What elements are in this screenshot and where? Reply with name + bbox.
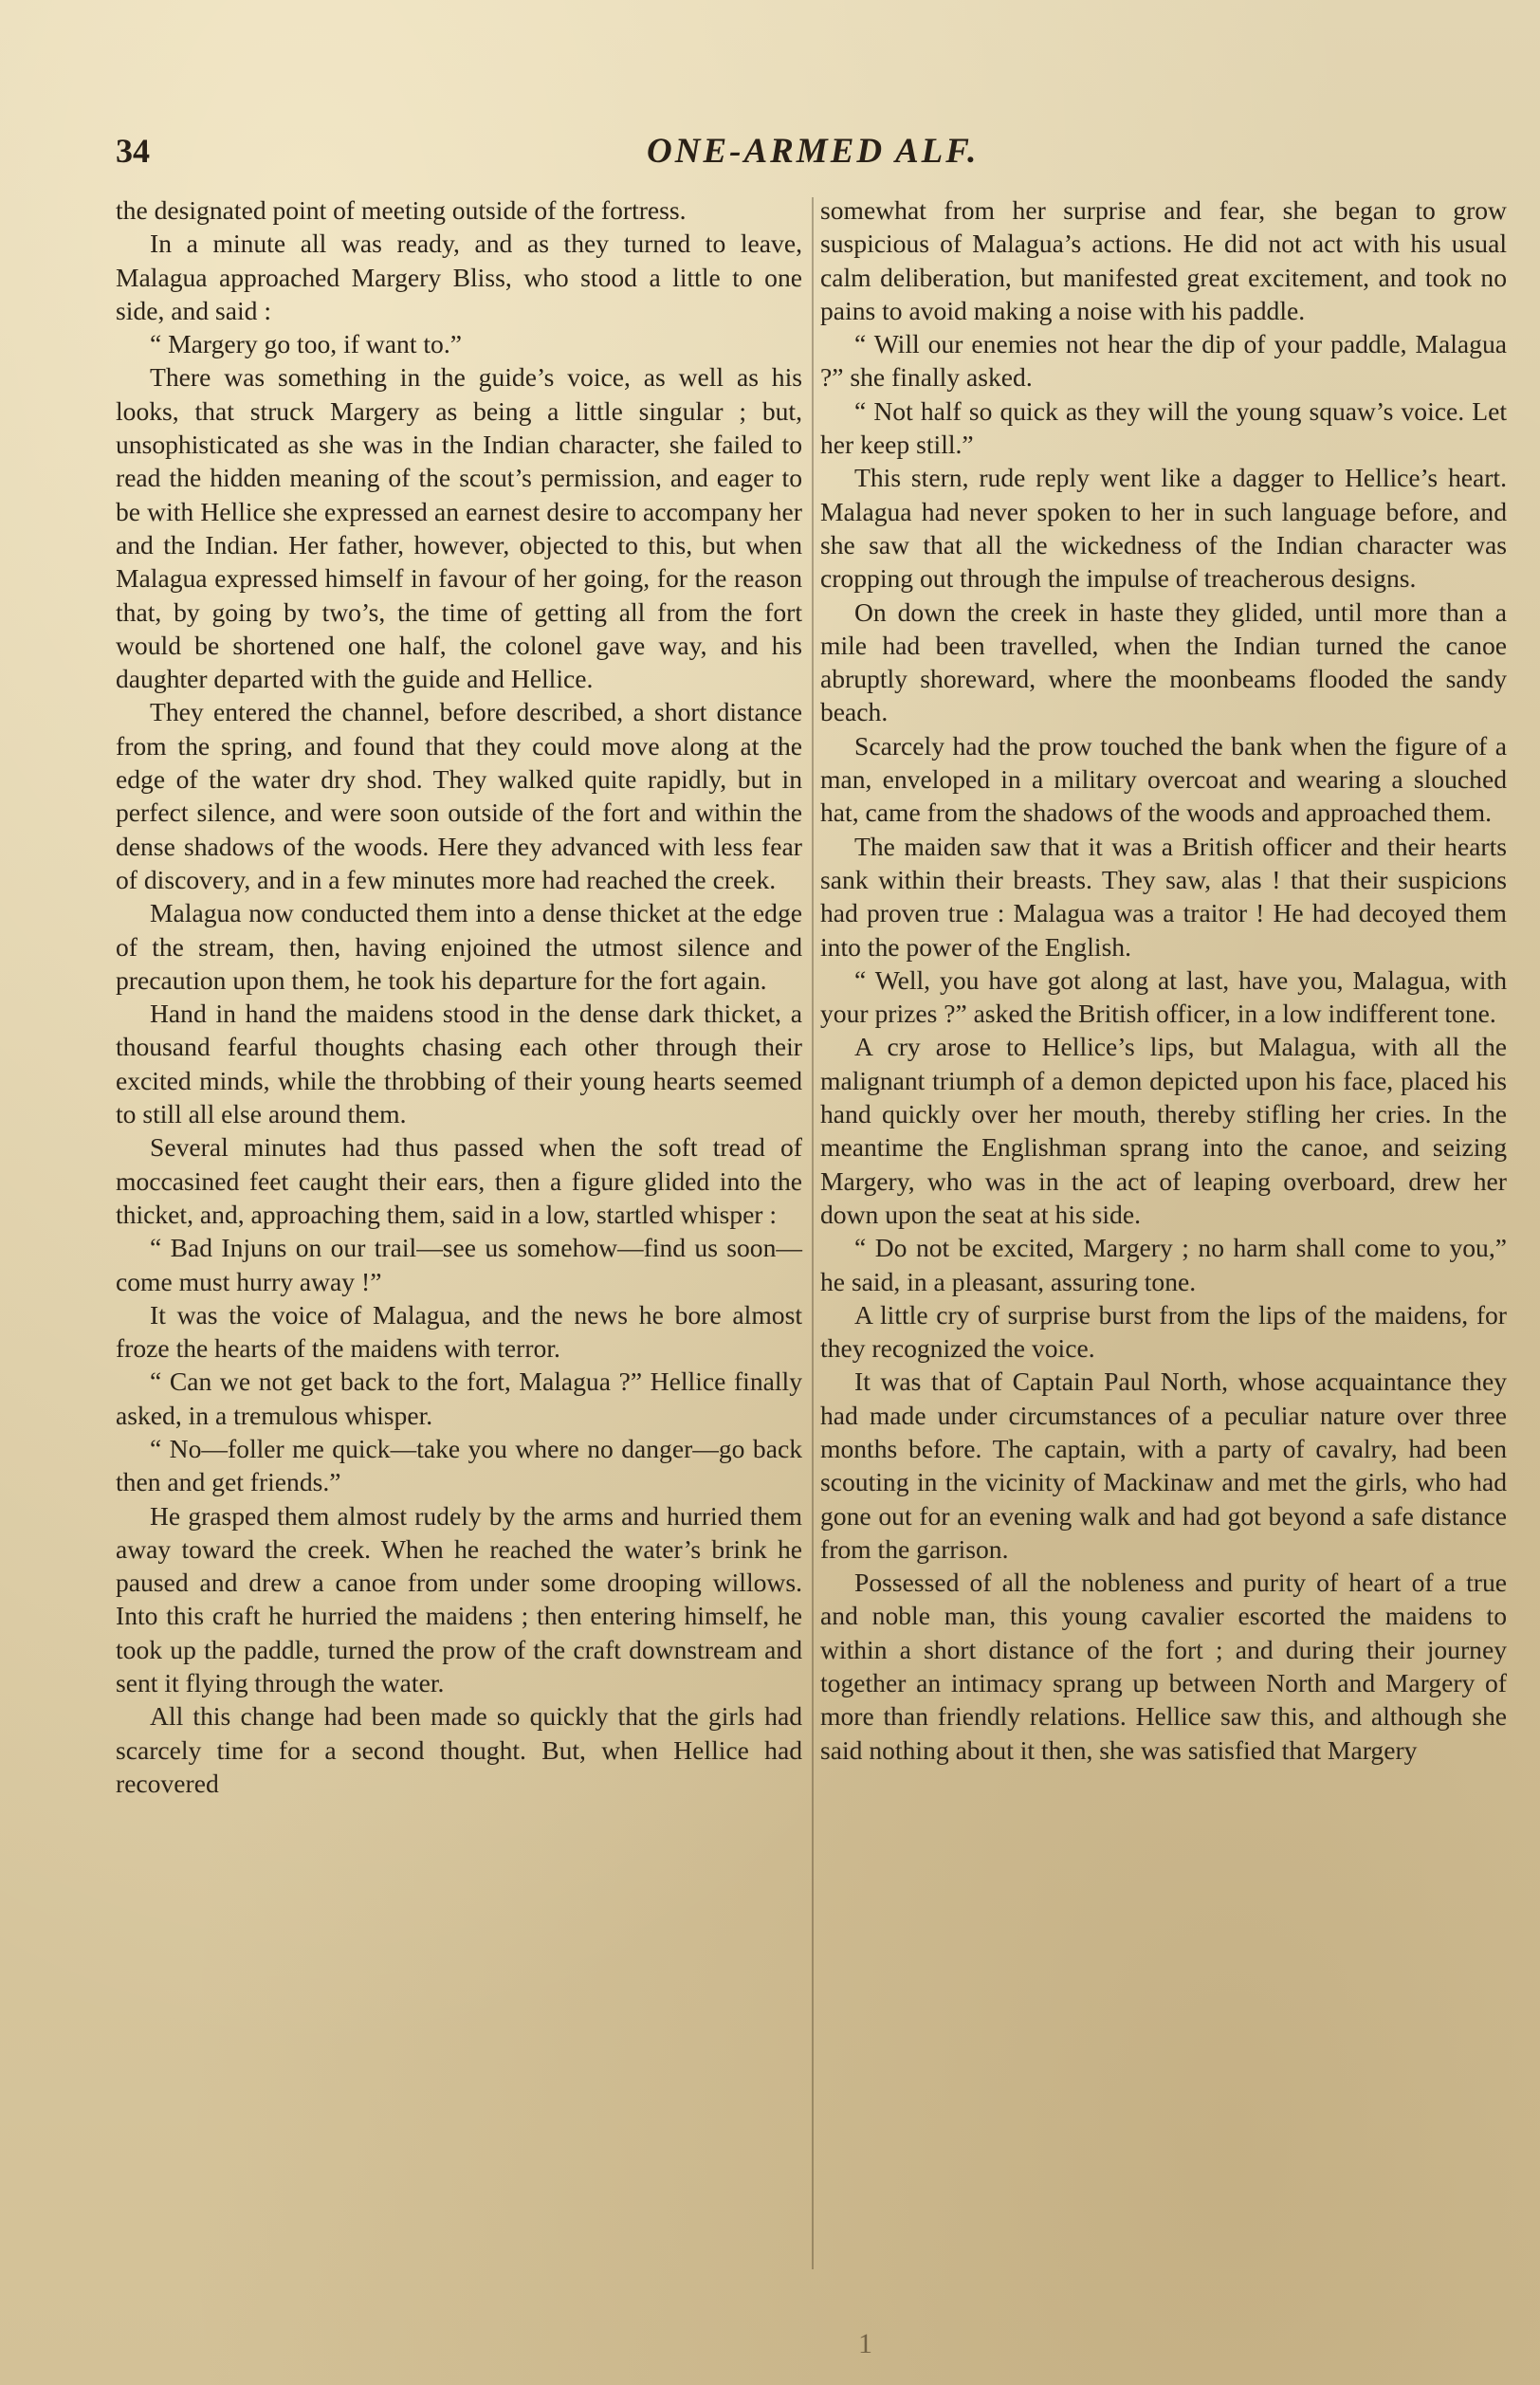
paragraph: “ Margery go too, if want to.” xyxy=(150,329,462,359)
paragraph: “ Not half so quick as they will the young squaw’s voice. Let her keep still.” xyxy=(820,395,1513,460)
paragraph: “ Bad Injuns on our trail—see us somehow—find us soon—come must hurry away !” xyxy=(116,1233,802,1296)
paragraph: Possessed of all the nobleness and purity of heart of a true and noble man, this young cavalier escorted the maidens to within a short distance of the fort ; and during their journey together an intimacy sprang up between North and Margery of more than friendly relations. Hellice saw this, and although she said nothing about it then, she was satisfied that Margery xyxy=(820,1568,1513,1765)
running-title: ONE-ARMED ALF. xyxy=(647,132,980,171)
page-header xyxy=(116,131,1502,188)
paragraph: the designated point of meeting outside of the fortress. xyxy=(116,195,687,225)
paragraph: Hand in hand the maidens stood in the dense dark thicket, a thousand fearful thoughts chasing each other through their excited minds, while the throbbing of their young hearts seemed to still all else around them. xyxy=(116,999,809,1129)
paragraph: This stern, rude reply went like a dagger to Hellice’s heart. Malagua had never spoken to her in such language before, and she saw that all the wickedness of the Indian character was cropping out through the impulse of treacherous designs. xyxy=(820,463,1513,594)
paragraph: It was the voice of Malagua, and the news he bore almost froze the hearts of the maidens with terror. xyxy=(116,1299,809,1364)
signature-mark: 1 xyxy=(858,2328,872,2359)
column-divider xyxy=(812,197,814,2269)
paragraph: “ No—foller me quick—take you where no danger—go back then and get friends.” xyxy=(116,1433,809,1497)
paragraph: “ Do not be excited, Margery ; no harm shall come to you,” he said, in a pleasant, assuring tone. xyxy=(820,1233,1513,1296)
paragraph: “ Will our enemies not hear the dip of your paddle, Malagua ?” she finally asked. xyxy=(820,329,1513,393)
paragraph: They entered the channel, before described, a short distance from the spring, and found that they could move along at the edge of the water dry shod. They walked quite rapidly, but in perfect silence, and were soon outside of the fort and within the dense shadows of the woods. Here they advanced with less fear of discovery, and in a few minutes more had reached the creek. xyxy=(116,697,809,894)
paragraph: A little cry of surprise burst from the lips of the maidens, for they recognized the voice. xyxy=(820,1299,1513,1364)
paragraph: Malagua now conducted them into a dense thicket at the edge of the stream, then, having enjoined the utmost silence and precaution upon them, he took his departure for the fort again. xyxy=(116,898,809,995)
page-number: 34 xyxy=(116,132,150,170)
left-column xyxy=(116,193,809,1800)
paragraph: somewhat from her surprise and fear, she began to grow suspicious of Malagua’s actions. He did not act with his usual calm deliberation, but manifested great excitement, and took no pains to avoid making a noise with his paddle. xyxy=(820,195,1513,325)
paragraph: On down the creek in haste they glided, until more than a mile had been travelled, when the Indian turned the canoe abruptly shoreward, where the moonbeams flooded the sandy beach. xyxy=(820,596,1513,727)
paragraph: In a minute all was ready, and as they turned to leave, Malagua approached Margery Bliss, who stood a little to one side, and said : xyxy=(116,229,809,325)
paragraph: The maiden saw that it was a British officer and their hearts sank within their breasts. They saw, alas ! that their suspicions had proven true : Malagua was a traitor ! He had decoyed them into the power of the English. xyxy=(820,831,1513,962)
right-column xyxy=(820,193,1513,1767)
paragraph: All this change had been made so quickly that the girls had scarcely time for a second thought. But, when Hellice had recovered xyxy=(116,1701,809,1798)
paragraph: Several minutes had thus passed when the soft tread of moccasined feet caught their ears, then a figure glided into the thicket, and, approaching them, said in a low, startled whisper : xyxy=(116,1132,809,1229)
paragraph: “ Well, you have got along at last, have you, Malagua, with your prizes ?” asked the British officer, in a low indifferent tone. xyxy=(820,964,1513,1029)
paragraph: “ Can we not get back to the fort, Malagua ?” Hellice finally asked, in a tremulous whisper. xyxy=(116,1367,809,1430)
paragraph: A cry arose to Hellice’s lips, but Malagua, with all the malignant triumph of a demon depicted upon his face, placed his hand quickly over her mouth, thereby stifling her cries. In the meantime the Englishman sprang into the canoe, and seizing Margery, who was in the act of leaping overboard, drew her down upon the seat at his side. xyxy=(820,1032,1513,1229)
paragraph: Scarcely had the prow touched the bank when the figure of a man, enveloped in a military overcoat and wearing a slouched hat, came from the shadows of the woods and approached them. xyxy=(820,730,1513,828)
paragraph: He grasped them almost rudely by the arms and hurried them away toward the creek. When he reached the water’s brink he paused and drew a canoe from under some drooping willows. Into this craft he hurried the maidens ; then entering himself, he took up the paddle, turned the prow of the craft downstream and sent it flying through the water. xyxy=(116,1500,809,1698)
paragraph: It was that of Captain Paul North, whose acquaintance they had made under circumstances of a peculiar nature over three months before. The captain, with a party of cavalry, had been scouting in the vicinity of Mackinaw and met the girls, who had gone out for an evening walk and had got beyond a safe distance from the garrison. xyxy=(820,1367,1513,1564)
paragraph: There was something in the guide’s voice, as well as his looks, that struck Margery as being a little singular ; but, unsophisticated as she was in the Indian character, she failed to read the hidden meaning of the scout’s permission, and eager to be with Hellice she expressed an earnest desire to accompany her and the Indian. Her father, however, objected to this, but when Malagua expressed himself in favour of her going, for the reason that, by going by two’s, the time of getting all from the fort would be shortened one half, the colonel gave way, and his daughter departed with the guide and Hellice. xyxy=(116,362,809,694)
